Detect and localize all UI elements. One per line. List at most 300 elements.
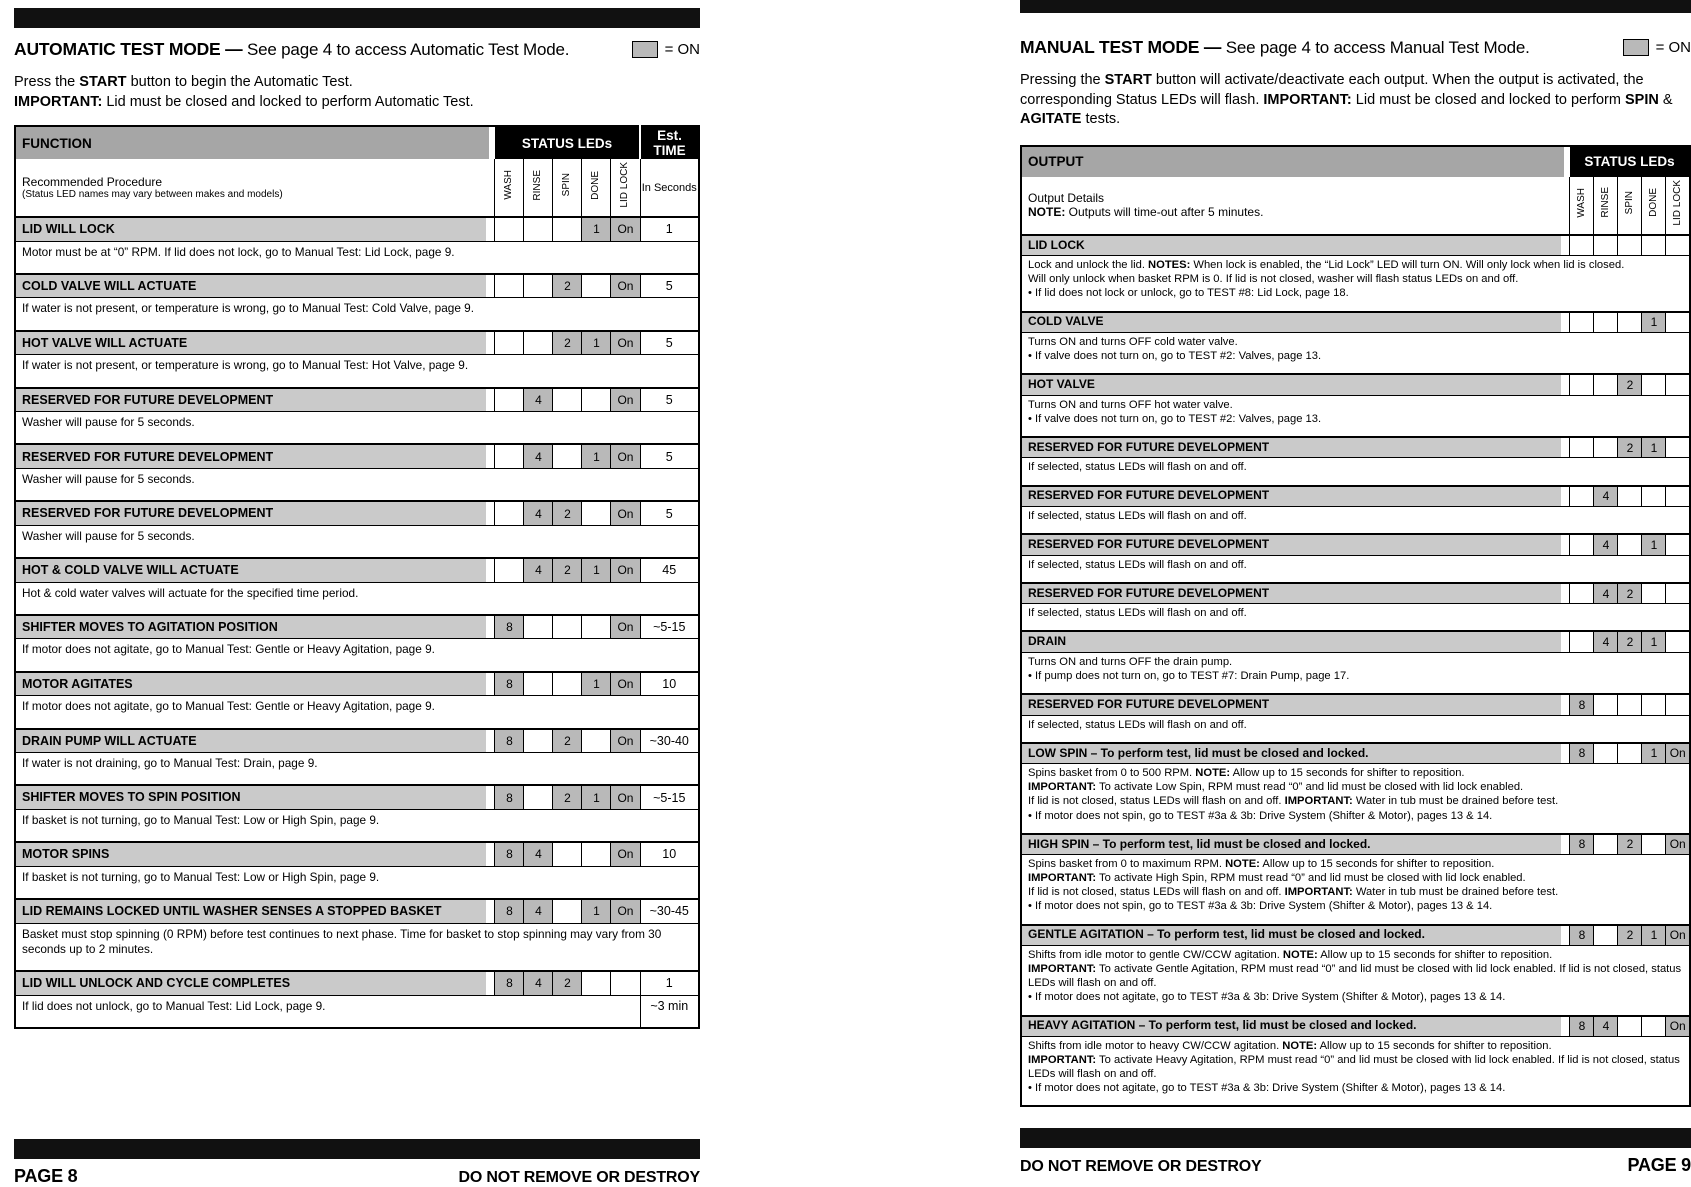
function-label: DRAIN PUMP WILL ACTUATE xyxy=(15,729,495,753)
led-cell-rinse: 4 xyxy=(1594,1016,1618,1037)
est-time-value-secondary: ~3 min xyxy=(640,995,699,1028)
function-label: HEAVY AGITATION – To perform test, lid must be closed and locked. xyxy=(1021,1016,1570,1037)
led-cell-lid-lock: On xyxy=(611,444,640,468)
row-description: If motor does not agitate, go to Manual Test: Gentle or Heavy Agitation, page 9. xyxy=(15,639,699,672)
top-bar xyxy=(14,8,700,28)
est-time-value: 10 xyxy=(640,842,699,866)
row-description: If water is not present, or temperature is wrong, go to Manual Test: Cold Valve, page 9. xyxy=(15,298,699,331)
led-column-label: RINSE xyxy=(1601,187,1611,218)
led-column-label: LID LOCK xyxy=(620,162,630,208)
led-cell-spin xyxy=(553,899,582,923)
row-description: Shifts from idle motor to gentle CW/CCW agitation. NOTE: Allow up to 15 seconds for shifter to reposition. IMPORTANT: To activate Gentle Agitation, RPM must read “0” and lid must be closed with lid lock enabled. If lid is not closed, status LEDs will flash on and off. • If motor does not agitate, go to TEST #3a & 3b: Drive System (Shifter & Motor), pages 13 & 14. xyxy=(1021,946,1690,1016)
led-cell-spin: 2 xyxy=(553,558,582,582)
row-description: If basket is not turning, go to Manual Test: Low or High Spin, page 9. xyxy=(15,809,699,842)
led-cell-done: 1 xyxy=(582,672,611,696)
page-number: PAGE 8 xyxy=(14,1166,78,1187)
function-label: HOT VALVE xyxy=(1021,374,1570,395)
function-label: RESERVED FOR FUTURE DEVELOPMENT xyxy=(1021,486,1570,507)
table-row xyxy=(1021,583,1690,604)
led-cell-lid-lock: On xyxy=(611,729,640,753)
led-cell-wash xyxy=(1570,374,1594,395)
led-cell-done: 1 xyxy=(582,558,611,582)
est-time-value: ~30-40 xyxy=(640,729,699,753)
led-cell-done xyxy=(1642,583,1666,604)
led-cell-done: 1 xyxy=(1642,312,1666,333)
led-cell-rinse xyxy=(524,217,553,241)
led-cell-rinse xyxy=(1594,312,1618,333)
led-cell-lid-lock xyxy=(1666,631,1690,652)
page-8 xyxy=(14,8,700,1182)
led-column-label: DONE xyxy=(1649,188,1659,217)
intro-line-1: Press the START button to begin the Automatic Test. xyxy=(14,73,700,93)
table-header-row xyxy=(1021,146,1690,177)
led-cell-spin: 2 xyxy=(1618,437,1642,458)
table-row xyxy=(15,615,699,639)
row-description: Spins basket from 0 to maximum RPM. NOTE: Allow up to 15 seconds for shifter to reposition. IMPORTANT: To activate High Spin, RPM must read “0” and lid must be closed with lid lock enabled. If lid is not closed, status LEDs will flash on and off. IMPORTANT: Water in tub must be drained before test. • If motor does not spin, go to TEST #3a & 3b: Drive System (Shifter & Motor), pages 13 & 14. xyxy=(1021,855,1690,925)
table-row-description xyxy=(1021,604,1690,632)
led-cell-spin xyxy=(553,217,582,241)
function-label: RESERVED FOR FUTURE DEVELOPMENT xyxy=(15,444,495,468)
led-cell-lid-lock xyxy=(1666,583,1690,604)
status-leds-header: STATUS LEDs xyxy=(1570,146,1690,177)
est-time-value: ~5-15 xyxy=(640,615,699,639)
row-description: Spins basket from 0 to 500 RPM. NOTE: Allow up to 15 seconds for shifter to reposition. IMPORTANT: To activate Low Spin, RPM must read “0” and lid must be closed with lid lock enabled. If lid is not closed, status LEDs will flash on and off. IMPORTANT: Water in tub must be drained before test. • If motor does not spin, go to TEST #3a & 3b: Drive System (Shifter & Motor), pages 13 & 14. xyxy=(1021,764,1690,834)
led-cell-done xyxy=(1642,1016,1666,1037)
table-row xyxy=(15,842,699,866)
page-title-bold: MANUAL TEST MODE — xyxy=(1020,37,1221,57)
page-number: PAGE 9 xyxy=(1628,1155,1691,1176)
led-cell-wash xyxy=(495,274,524,298)
led-cell-lid-lock: On xyxy=(611,899,640,923)
table-row-description xyxy=(1021,715,1690,743)
led-cell-wash: 8 xyxy=(1570,925,1594,946)
table-row-description xyxy=(1021,764,1690,834)
led-cell-wash xyxy=(495,501,524,525)
led-cell-rinse: 4 xyxy=(1594,534,1618,555)
function-label: RESERVED FOR FUTURE DEVELOPMENT xyxy=(1021,437,1570,458)
on-legend-swatch xyxy=(1623,39,1649,56)
table-row xyxy=(1021,235,1690,256)
led-cell-lid-lock: On xyxy=(611,217,640,241)
led-column-header-spin xyxy=(553,159,582,217)
function-label: HOT VALVE WILL ACTUATE xyxy=(15,331,495,355)
table-row-description xyxy=(15,525,699,558)
table-row xyxy=(1021,834,1690,855)
led-cell-done xyxy=(1642,374,1666,395)
led-cell-wash xyxy=(495,558,524,582)
led-cell-lid-lock xyxy=(1666,235,1690,256)
table-row-description xyxy=(15,696,699,729)
led-cell-rinse xyxy=(524,331,553,355)
function-label: RESERVED FOR FUTURE DEVELOPMENT xyxy=(1021,583,1570,604)
led-column-label: RINSE xyxy=(533,170,543,201)
status-leds-header: STATUS LEDs xyxy=(495,126,640,159)
led-cell-wash: 8 xyxy=(495,785,524,809)
row-description: If selected, status LEDs will flash on and off. xyxy=(1021,507,1690,535)
led-cell-spin xyxy=(553,615,582,639)
row-description: If selected, status LEDs will flash on and off. xyxy=(1021,604,1690,632)
table-row-description xyxy=(1021,256,1690,312)
led-cell-rinse: 4 xyxy=(524,899,553,923)
led-cell-spin: 2 xyxy=(553,501,582,525)
led-cell-rinse: 4 xyxy=(524,444,553,468)
table-row xyxy=(15,785,699,809)
page-footer xyxy=(1020,1128,1691,1176)
subheader-line-1: Output Details xyxy=(1028,191,1563,205)
function-label: LOW SPIN – To perform test, lid must be closed and locked. xyxy=(1021,743,1570,764)
led-cell-done: 1 xyxy=(1642,631,1666,652)
footer-notice: DO NOT REMOVE OR DESTROY xyxy=(459,1169,700,1187)
est-time-value: 5 xyxy=(640,501,699,525)
led-cell-lid-lock: On xyxy=(1666,925,1690,946)
led-cell-done xyxy=(582,842,611,866)
led-cell-lid-lock: On xyxy=(611,558,640,582)
led-cell-done: 1 xyxy=(582,331,611,355)
table-row-description xyxy=(15,468,699,501)
on-legend xyxy=(1623,39,1691,56)
subheader-line-1: Recommended Procedure xyxy=(22,175,488,189)
led-cell-done xyxy=(582,729,611,753)
led-cell-done xyxy=(1642,486,1666,507)
table-row xyxy=(15,899,699,923)
table-row xyxy=(15,672,699,696)
table-row xyxy=(1021,486,1690,507)
led-cell-done: 1 xyxy=(582,785,611,809)
led-column-header-rinse xyxy=(1594,177,1618,235)
function-label: RESERVED FOR FUTURE DEVELOPMENT xyxy=(15,388,495,412)
led-column-label: WASH xyxy=(504,170,514,200)
led-cell-spin xyxy=(553,672,582,696)
led-cell-wash: 8 xyxy=(495,971,524,995)
est-time-value: ~5-15 xyxy=(640,785,699,809)
function-label: HOT & COLD VALVE WILL ACTUATE xyxy=(15,558,495,582)
led-cell-lid-lock: On xyxy=(1666,834,1690,855)
function-column-header: FUNCTION xyxy=(15,126,495,159)
led-column-label: SPIN xyxy=(562,173,572,196)
led-cell-done: 1 xyxy=(1642,925,1666,946)
led-cell-done xyxy=(582,501,611,525)
table-row xyxy=(1021,743,1690,764)
row-description: Hot & cold water valves will actuate for the specified time period. xyxy=(15,582,699,615)
led-column-label: LID LOCK xyxy=(1673,180,1683,226)
led-cell-lid-lock: On xyxy=(611,842,640,866)
led-cell-lid-lock: On xyxy=(611,672,640,696)
led-cell-lid-lock xyxy=(1666,694,1690,715)
led-cell-rinse xyxy=(1594,925,1618,946)
on-legend-label: = ON xyxy=(665,41,700,58)
led-column-label: DONE xyxy=(591,171,601,200)
function-label: LID LOCK xyxy=(1021,235,1570,256)
led-cell-rinse: 4 xyxy=(524,501,553,525)
est-time-value: 5 xyxy=(640,331,699,355)
table-row-description xyxy=(15,412,699,445)
led-cell-wash: 8 xyxy=(1570,834,1594,855)
led-cell-lid-lock: On xyxy=(611,388,640,412)
led-cell-wash xyxy=(1570,235,1594,256)
led-column-header-rinse xyxy=(524,159,553,217)
led-column-header-lid-lock xyxy=(1666,177,1690,235)
page-title-bold: AUTOMATIC TEST MODE — xyxy=(14,39,242,59)
led-cell-rinse: 4 xyxy=(524,388,553,412)
led-cell-done: 1 xyxy=(582,217,611,241)
table-row-description xyxy=(15,995,699,1028)
title-row xyxy=(1020,37,1691,58)
led-cell-lid-lock xyxy=(1666,437,1690,458)
table-row xyxy=(15,331,699,355)
row-description: If selected, status LEDs will flash on and off. xyxy=(1021,555,1690,583)
est-time-value: 5 xyxy=(640,388,699,412)
led-cell-wash xyxy=(495,331,524,355)
led-cell-spin xyxy=(1618,743,1642,764)
intro-paragraph: Pressing the START button will activate/deactivate each output. When the output is activated, the corresponding Status LEDs will flash. IMPORTANT: Lid must be closed and locked to perform SPIN & AGITATE tests. xyxy=(1020,71,1691,130)
led-cell-rinse xyxy=(1594,834,1618,855)
table-row-description xyxy=(15,809,699,842)
page-title xyxy=(14,39,569,60)
table-row xyxy=(1021,925,1690,946)
table-row-description xyxy=(1021,946,1690,1016)
table-row-description xyxy=(15,866,699,899)
table-row-description xyxy=(1021,555,1690,583)
led-cell-lid-lock xyxy=(1666,312,1690,333)
led-cell-wash: 8 xyxy=(495,899,524,923)
led-cell-lid-lock xyxy=(611,971,640,995)
led-cell-lid-lock: On xyxy=(1666,743,1690,764)
row-description: Turns ON and turns OFF cold water valve. • If valve does not turn on, go to TEST #2: Valves, page 13. xyxy=(1021,333,1690,375)
table-row xyxy=(15,729,699,753)
title-row xyxy=(14,39,700,60)
led-cell-rinse xyxy=(524,729,553,753)
led-cell-spin: 2 xyxy=(553,729,582,753)
est-time-header: Est. TIME xyxy=(640,126,699,159)
intro-text xyxy=(14,73,700,112)
led-cell-spin: 2 xyxy=(1618,583,1642,604)
table-row-description xyxy=(1021,507,1690,535)
led-cell-spin: 2 xyxy=(1618,925,1642,946)
subheader-line-2: (Status LED names may vary between makes and models) xyxy=(22,189,488,200)
led-cell-done xyxy=(582,388,611,412)
table-subheader-row xyxy=(1021,177,1690,235)
led-cell-lid-lock: On xyxy=(1666,1016,1690,1037)
output-column-header: OUTPUT xyxy=(1021,146,1570,177)
led-cell-wash: 8 xyxy=(1570,743,1594,764)
led-cell-spin xyxy=(1618,694,1642,715)
table-row-description xyxy=(15,355,699,388)
led-cell-done xyxy=(582,615,611,639)
led-cell-wash xyxy=(495,388,524,412)
led-cell-spin xyxy=(1618,235,1642,256)
led-cell-spin xyxy=(553,388,582,412)
led-cell-rinse: 4 xyxy=(1594,631,1618,652)
led-cell-wash xyxy=(1570,486,1594,507)
led-column-header-wash xyxy=(1570,177,1594,235)
est-time-value: ~30-45 xyxy=(640,899,699,923)
table-row xyxy=(15,444,699,468)
led-column-header-wash xyxy=(495,159,524,217)
led-cell-wash: 8 xyxy=(495,615,524,639)
table-row xyxy=(1021,631,1690,652)
led-cell-wash: 8 xyxy=(495,729,524,753)
led-cell-rinse xyxy=(1594,374,1618,395)
led-column-header-lid-lock xyxy=(611,159,640,217)
table-subheader-row xyxy=(15,159,699,217)
led-cell-done xyxy=(1642,834,1666,855)
function-label: GENTLE AGITATION – To perform test, lid must be closed and locked. xyxy=(1021,925,1570,946)
table-row-description xyxy=(1021,458,1690,486)
est-time-value: 10 xyxy=(640,672,699,696)
led-cell-done xyxy=(1642,694,1666,715)
table-row xyxy=(15,217,699,241)
time-subheader: In Seconds xyxy=(640,159,699,217)
row-description: If water is not present, or temperature is wrong, go to Manual Test: Hot Valve, page 9. xyxy=(15,355,699,388)
led-cell-wash: 8 xyxy=(495,842,524,866)
on-legend-label: = ON xyxy=(1656,39,1691,56)
led-cell-wash: 8 xyxy=(1570,694,1594,715)
row-description: Washer will pause for 5 seconds. xyxy=(15,525,699,558)
est-time-value: 1 xyxy=(640,217,699,241)
led-cell-rinse xyxy=(1594,235,1618,256)
footer-bar xyxy=(1020,1128,1691,1148)
led-cell-done xyxy=(582,971,611,995)
led-cell-done: 1 xyxy=(582,899,611,923)
table-row xyxy=(15,501,699,525)
led-cell-spin xyxy=(1618,312,1642,333)
function-label: MOTOR SPINS xyxy=(15,842,495,866)
led-cell-done xyxy=(582,274,611,298)
table-row xyxy=(15,971,699,995)
led-cell-spin: 2 xyxy=(1618,631,1642,652)
table-row-description xyxy=(15,241,699,274)
page-9 xyxy=(1020,0,1691,1182)
function-label: RESERVED FOR FUTURE DEVELOPMENT xyxy=(1021,694,1570,715)
function-label: COLD VALVE WILL ACTUATE xyxy=(15,274,495,298)
led-cell-wash xyxy=(1570,534,1594,555)
function-label: LID WILL LOCK xyxy=(15,217,495,241)
function-label: MOTOR AGITATES xyxy=(15,672,495,696)
led-column-header-done xyxy=(582,159,611,217)
led-cell-spin: 2 xyxy=(553,331,582,355)
led-cell-lid-lock: On xyxy=(611,615,640,639)
led-cell-spin xyxy=(553,842,582,866)
led-cell-wash: 8 xyxy=(495,672,524,696)
table-row-description xyxy=(1021,333,1690,375)
est-time-value: 5 xyxy=(640,444,699,468)
table-row xyxy=(15,388,699,412)
led-cell-done: 1 xyxy=(1642,743,1666,764)
led-cell-rinse: 4 xyxy=(1594,486,1618,507)
page-title-rest: See page 4 to access Automatic Test Mode. xyxy=(242,40,569,59)
led-cell-spin xyxy=(1618,534,1642,555)
led-cell-lid-lock: On xyxy=(611,501,640,525)
led-cell-lid-lock: On xyxy=(611,331,640,355)
row-description: Motor must be at “0” RPM. If lid does not lock, go to Manual Test: Lid Lock, page 9. xyxy=(15,241,699,274)
led-cell-wash xyxy=(1570,312,1594,333)
led-cell-rinse xyxy=(524,615,553,639)
led-cell-wash xyxy=(1570,631,1594,652)
est-time-value: 5 xyxy=(640,274,699,298)
led-cell-lid-lock xyxy=(1666,534,1690,555)
led-cell-spin: 2 xyxy=(1618,834,1642,855)
led-cell-done xyxy=(1642,235,1666,256)
row-description: If selected, status LEDs will flash on and off. xyxy=(1021,715,1690,743)
led-cell-rinse: 4 xyxy=(524,971,553,995)
column-subheader xyxy=(1021,177,1570,235)
on-legend xyxy=(632,41,700,58)
table-row-description xyxy=(1021,652,1690,694)
led-cell-wash: 8 xyxy=(1570,1016,1594,1037)
function-label: COLD VALVE xyxy=(1021,312,1570,333)
led-column-label: SPIN xyxy=(1625,191,1635,214)
row-description: Basket must stop spinning (0 RPM) before test continues to next phase. Time for basket to stop spinning may vary from 30 seconds up to 2 minutes. xyxy=(15,923,699,971)
led-cell-wash xyxy=(1570,437,1594,458)
intro-text xyxy=(1020,71,1691,130)
table-row-description xyxy=(15,639,699,672)
led-cell-wash xyxy=(1570,583,1594,604)
led-cell-rinse xyxy=(1594,743,1618,764)
led-cell-rinse: 4 xyxy=(1594,583,1618,604)
table-row-description xyxy=(15,753,699,786)
function-label: HIGH SPIN – To perform test, lid must be closed and locked. xyxy=(1021,834,1570,855)
led-cell-rinse xyxy=(524,274,553,298)
row-description: If selected, status LEDs will flash on and off. xyxy=(1021,458,1690,486)
function-label: LID REMAINS LOCKED UNTIL WASHER SENSES A STOPPED BASKET xyxy=(15,899,495,923)
led-cell-lid-lock: On xyxy=(611,785,640,809)
subheader-line-2: NOTE: Outputs will time-out after 5 minutes. xyxy=(1028,205,1563,219)
manual-test-table xyxy=(1020,145,1691,1108)
table-header-row xyxy=(15,126,699,159)
top-bar xyxy=(1020,0,1691,13)
led-cell-lid-lock xyxy=(1666,374,1690,395)
row-description: Lock and unlock the lid. NOTES: When lock is enabled, the “Lid Lock” LED will turn ON. Will only lock when lid is closed. Will only unlock when basket RPM is 0. If lid is not closed, washer will flash status LEDs on and off. • If lid does not lock or unlock, go to TEST #8: Lid Lock, page 18. xyxy=(1021,256,1690,312)
table-row-description xyxy=(15,923,699,971)
led-column-header-done xyxy=(1642,177,1666,235)
row-description: Washer will pause for 5 seconds. xyxy=(15,412,699,445)
led-cell-lid-lock xyxy=(1666,486,1690,507)
table-row xyxy=(1021,312,1690,333)
function-label: LID WILL UNLOCK AND CYCLE COMPLETES xyxy=(15,971,495,995)
led-cell-rinse xyxy=(1594,437,1618,458)
table-row-description xyxy=(1021,1037,1690,1107)
row-description: If lid does not unlock, go to Manual Test: Lid Lock, page 9. xyxy=(15,995,640,1028)
led-cell-wash xyxy=(495,444,524,468)
function-label: SHIFTER MOVES TO AGITATION POSITION xyxy=(15,615,495,639)
page-title xyxy=(1020,37,1530,58)
page-footer xyxy=(14,1139,700,1187)
est-time-value: 1 xyxy=(640,971,699,995)
table-row xyxy=(1021,437,1690,458)
automatic-test-table xyxy=(14,125,700,1029)
led-cell-rinse: 4 xyxy=(524,842,553,866)
row-description: Turns ON and turns OFF the drain pump. • If pump does not turn on, go to TEST #7: Drain Pump, page 17. xyxy=(1021,652,1690,694)
row-description: Turns ON and turns OFF hot water valve. • If valve does not turn on, go to TEST #2: Valves, page 13. xyxy=(1021,395,1690,437)
intro-line-2: IMPORTANT: Lid must be closed and locked to perform Automatic Test. xyxy=(14,93,700,113)
table-row-description xyxy=(1021,855,1690,925)
table-row-description xyxy=(1021,395,1690,437)
table-row xyxy=(1021,534,1690,555)
footer-notice: DO NOT REMOVE OR DESTROY xyxy=(1020,1158,1261,1176)
table-row xyxy=(15,558,699,582)
column-subheader xyxy=(15,159,495,217)
led-cell-spin xyxy=(553,444,582,468)
table-row xyxy=(15,274,699,298)
row-description: Washer will pause for 5 seconds. xyxy=(15,468,699,501)
led-cell-done: 1 xyxy=(582,444,611,468)
table-row xyxy=(1021,1016,1690,1037)
table-row-description xyxy=(15,298,699,331)
led-column-header-spin xyxy=(1618,177,1642,235)
row-description: If basket is not turning, go to Manual Test: Low or High Spin, page 9. xyxy=(15,866,699,899)
led-cell-spin xyxy=(1618,1016,1642,1037)
est-time-value: 45 xyxy=(640,558,699,582)
